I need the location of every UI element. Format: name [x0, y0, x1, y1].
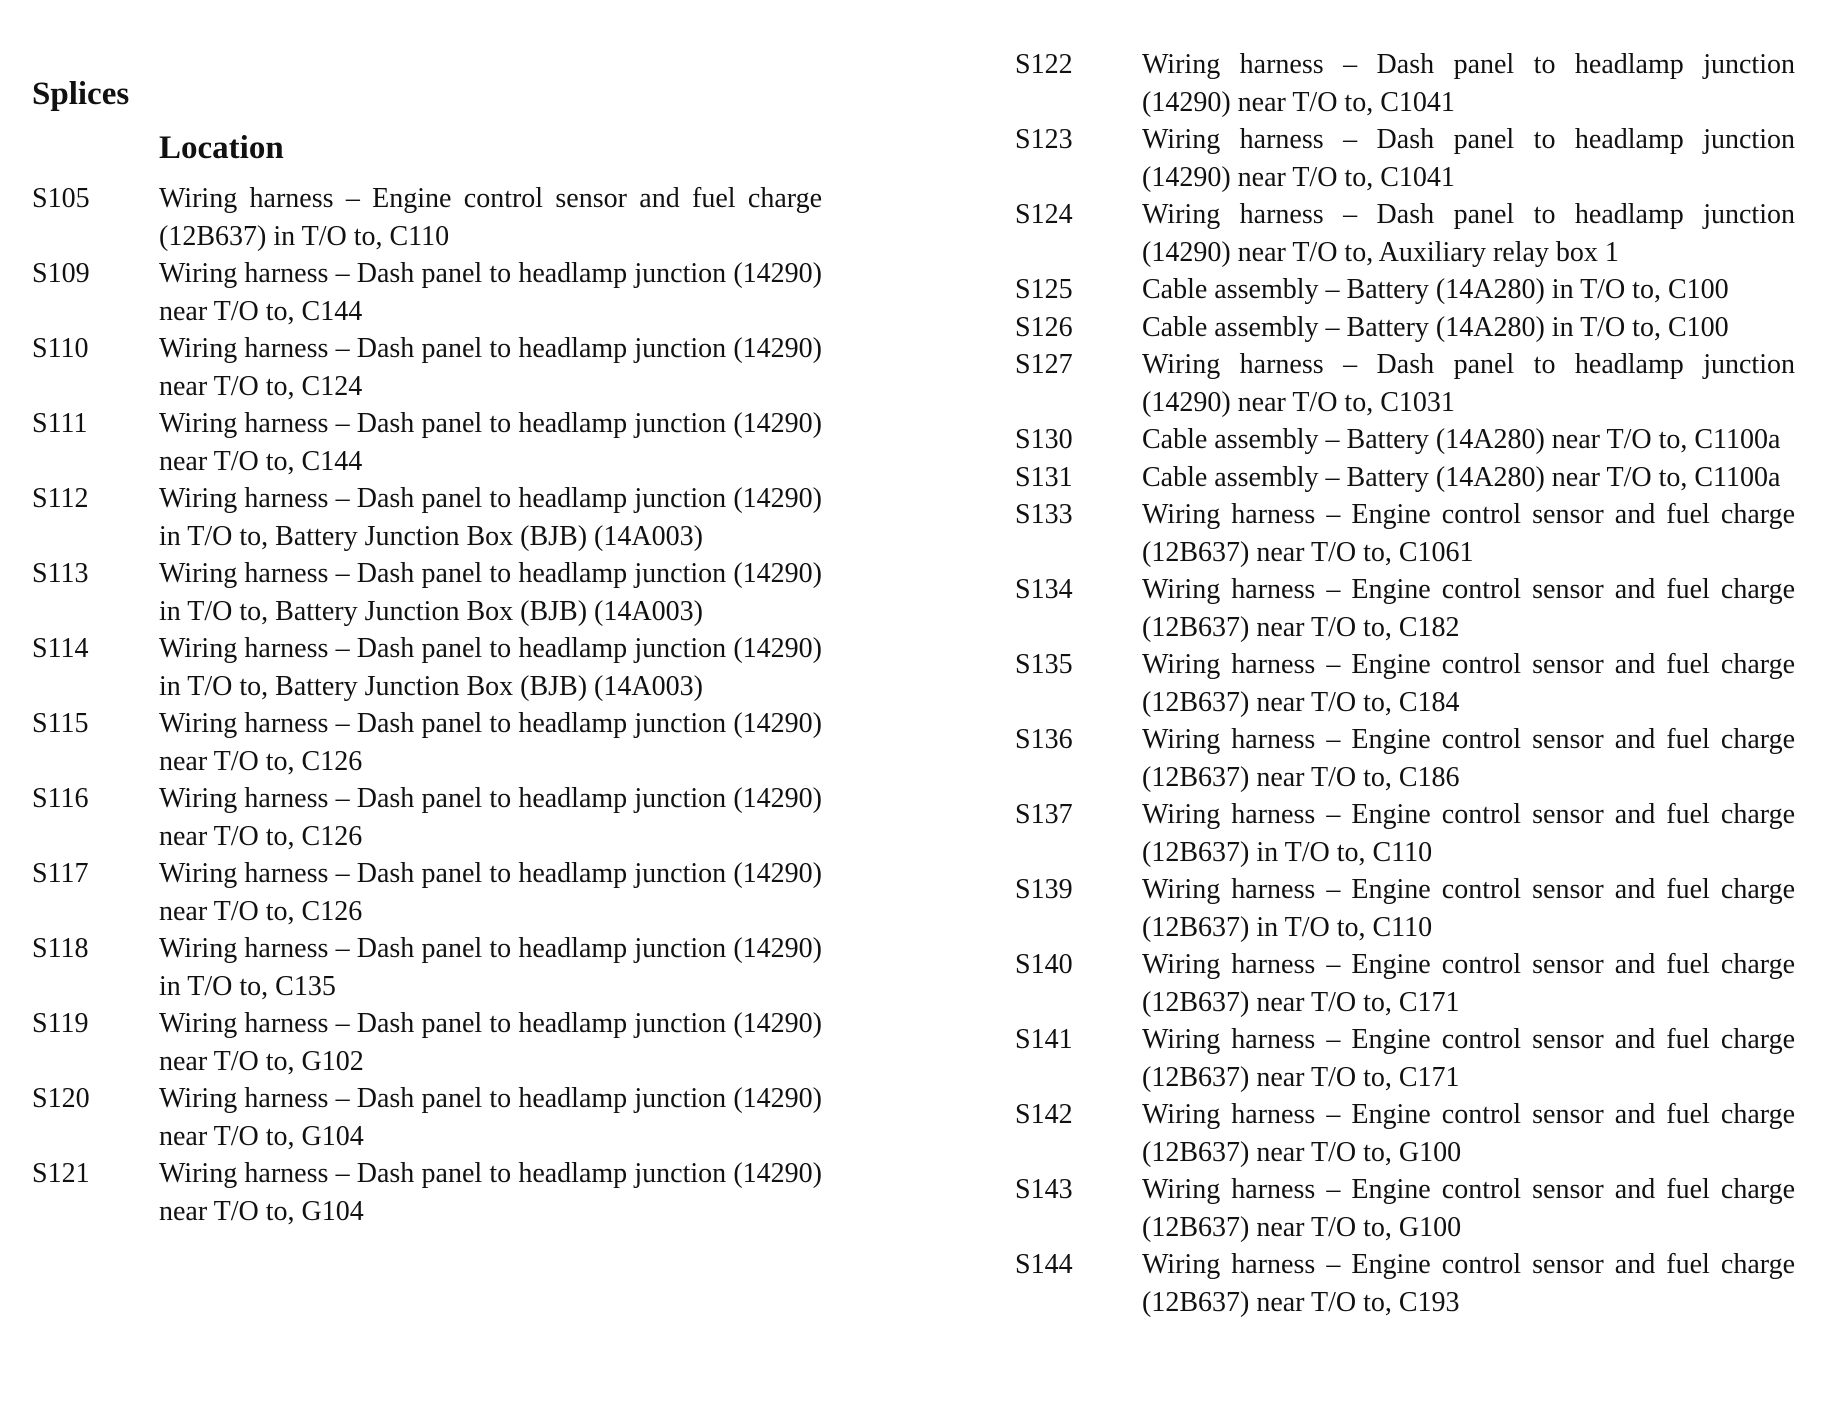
splice-location: Cable assembly – Battery (14A280) near T/O to, C1100a	[1142, 461, 1781, 493]
splice-code: S130	[1015, 424, 1073, 455]
splice-location: Wiring harness – Dash panel to headlamp junction (14290) near T/O to, C126	[159, 783, 822, 852]
splice-location: Wiring harness – Engine control sensor and fuel charge (12B637) near T/O to, C171	[1142, 1024, 1795, 1093]
splice-entry	[32, 1155, 822, 1230]
splice-location: Wiring harness – Engine control sensor and fuel charge (12B637) near T/O to, G100	[1142, 1099, 1795, 1168]
splice-location: Wiring harness – Dash panel to headlamp junction (14290) near T/O to, C1041	[1142, 124, 1795, 193]
splice-location: Wiring harness – Dash panel to headlamp junction (14290) near T/O to, C144	[159, 258, 822, 327]
splice-location: Wiring harness – Dash panel to headlamp junction (14290) near T/O to, C126	[159, 858, 822, 927]
splice-location: Wiring harness – Dash panel to headlamp junction (14290) in T/O to, Battery Junction Box (BJB) (14A003)	[159, 483, 822, 552]
splice-entry	[1015, 1171, 1795, 1246]
splice-entry	[32, 255, 822, 330]
splice-code: S110	[32, 333, 89, 364]
splice-location: Wiring harness – Engine control sensor and fuel charge (12B637) in T/O to, C110	[1142, 799, 1795, 868]
splice-code: S139	[1015, 874, 1073, 905]
splice-entry	[32, 480, 822, 555]
splice-code: S140	[1015, 949, 1073, 980]
splice-code: S105	[32, 183, 90, 214]
splice-entry	[32, 780, 822, 855]
splice-code: S136	[1015, 724, 1073, 755]
splice-code: S112	[32, 483, 89, 514]
splice-code: S134	[1015, 574, 1073, 605]
splice-entry	[1015, 1096, 1795, 1171]
splice-entry	[1015, 309, 1795, 347]
location-header: Location	[159, 130, 284, 166]
splice-code: S114	[32, 633, 89, 664]
splice-entry	[1015, 946, 1795, 1021]
splice-entry	[32, 630, 822, 705]
splice-entry	[1015, 46, 1795, 121]
splice-code: S131	[1015, 461, 1073, 493]
splice-location: Cable assembly – Battery (14A280) in T/O to, C100	[1142, 311, 1729, 343]
splice-entry	[32, 1005, 822, 1080]
splice-code: S144	[1015, 1249, 1073, 1280]
splice-entry	[32, 705, 822, 780]
right-splice-list	[1015, 46, 1795, 1321]
right-column	[1015, 46, 1795, 1321]
splice-code: S109	[32, 258, 90, 289]
splice-code: S121	[32, 1158, 90, 1189]
splice-location: Wiring harness – Dash panel to headlamp junction (14290) in T/O to, Battery Junction Box (BJB) (14A003)	[159, 633, 822, 702]
splice-code: S143	[1015, 1174, 1073, 1205]
splice-code: S111	[32, 408, 88, 439]
splice-location: Wiring harness – Dash panel to headlamp junction (14290) near T/O to, C124	[159, 333, 822, 402]
splice-entry	[1015, 871, 1795, 946]
splice-entry	[32, 330, 822, 405]
splice-code: S123	[1015, 124, 1073, 155]
splice-entry	[1015, 646, 1795, 721]
splice-location: Wiring harness – Dash panel to headlamp junction (14290) near T/O to, Auxiliary relay box 1	[1142, 199, 1795, 268]
splice-entry	[32, 180, 822, 255]
splice-code: S137	[1015, 799, 1073, 830]
splice-entry	[32, 1080, 822, 1155]
splice-location: Wiring harness – Dash panel to headlamp junction (14290) near T/O to, C1031	[1142, 349, 1795, 418]
splice-code: S119	[32, 1008, 89, 1039]
splice-code: S141	[1015, 1024, 1073, 1055]
splice-entry	[1015, 796, 1795, 871]
splice-entry	[1015, 571, 1795, 646]
splice-code: S122	[1015, 49, 1073, 80]
splice-entry	[1015, 196, 1795, 271]
splice-location: Wiring harness – Dash panel to headlamp junction (14290) near T/O to, C144	[159, 408, 822, 477]
splice-location: Cable assembly – Battery (14A280) in T/O to, C100	[1142, 274, 1729, 305]
section-title: Splices	[32, 76, 130, 112]
splice-location: Wiring harness – Engine control sensor and fuel charge (12B637) near T/O to, C184	[1142, 649, 1795, 718]
splice-code: S113	[32, 558, 89, 589]
splice-entry	[1015, 421, 1795, 459]
splice-location: Wiring harness – Engine control sensor and fuel charge (12B637) near T/O to, C182	[1142, 574, 1795, 643]
splice-entry	[32, 930, 822, 1005]
splice-entry	[1015, 459, 1795, 497]
splice-code: S142	[1015, 1099, 1073, 1130]
splice-code: S126	[1015, 311, 1073, 343]
splice-location: Wiring harness – Engine control sensor and fuel charge (12B637) in T/O to, C110	[1142, 874, 1795, 943]
splice-code: S120	[32, 1083, 90, 1114]
splice-location: Wiring harness – Dash panel to headlamp junction (14290) near T/O to, G102	[159, 1008, 822, 1077]
splice-location: Wiring harness – Dash panel to headlamp junction (14290) near T/O to, C1041	[1142, 49, 1795, 118]
splice-location: Wiring harness – Dash panel to headlamp junction (14290) near T/O to, C126	[159, 708, 822, 777]
splice-code: S124	[1015, 199, 1073, 230]
splice-entry	[1015, 496, 1795, 571]
splice-location: Wiring harness – Dash panel to headlamp junction (14290) in T/O to, C135	[159, 933, 822, 1002]
splice-code: S115	[32, 708, 89, 739]
splice-location: Wiring harness – Engine control sensor and fuel charge (12B637) in T/O to, C110	[159, 183, 822, 252]
splice-code: S117	[32, 858, 89, 889]
splice-entry	[1015, 1021, 1795, 1096]
splice-location: Cable assembly – Battery (14A280) near T/O to, C1100a	[1142, 424, 1781, 455]
splice-location: Wiring harness – Engine control sensor and fuel charge (12B637) near T/O to, C1061	[1142, 499, 1795, 568]
splice-code: S116	[32, 783, 89, 814]
splice-entry	[1015, 346, 1795, 421]
splice-code: S133	[1015, 499, 1073, 530]
left-column	[32, 74, 822, 1230]
splice-entry	[1015, 721, 1795, 796]
splice-code: S135	[1015, 649, 1073, 680]
splice-entry	[32, 855, 822, 930]
splice-code: S118	[32, 933, 89, 964]
splice-location: Wiring harness – Dash panel to headlamp junction (14290) in T/O to, Battery Junction Box (BJB) (14A003)	[159, 558, 822, 627]
splice-location: Wiring harness – Engine control sensor and fuel charge (12B637) near T/O to, C171	[1142, 949, 1795, 1018]
splice-entry	[1015, 271, 1795, 309]
splice-entry	[1015, 121, 1795, 196]
splice-code: S125	[1015, 274, 1073, 305]
splice-location: Wiring harness – Dash panel to headlamp junction (14290) near T/O to, G104	[159, 1158, 822, 1227]
splice-location: Wiring harness – Engine control sensor and fuel charge (12B637) near T/O to, C193	[1142, 1249, 1795, 1318]
splice-location: Wiring harness – Engine control sensor and fuel charge (12B637) near T/O to, G100	[1142, 1174, 1795, 1243]
splice-location: Wiring harness – Engine control sensor and fuel charge (12B637) near T/O to, C186	[1142, 724, 1795, 793]
splice-location: Wiring harness – Dash panel to headlamp junction (14290) near T/O to, G104	[159, 1083, 822, 1152]
splice-code: S127	[1015, 349, 1073, 380]
splice-entry	[32, 555, 822, 630]
splice-entry	[32, 405, 822, 480]
left-splice-list	[32, 180, 822, 1230]
splice-entry	[1015, 1246, 1795, 1321]
